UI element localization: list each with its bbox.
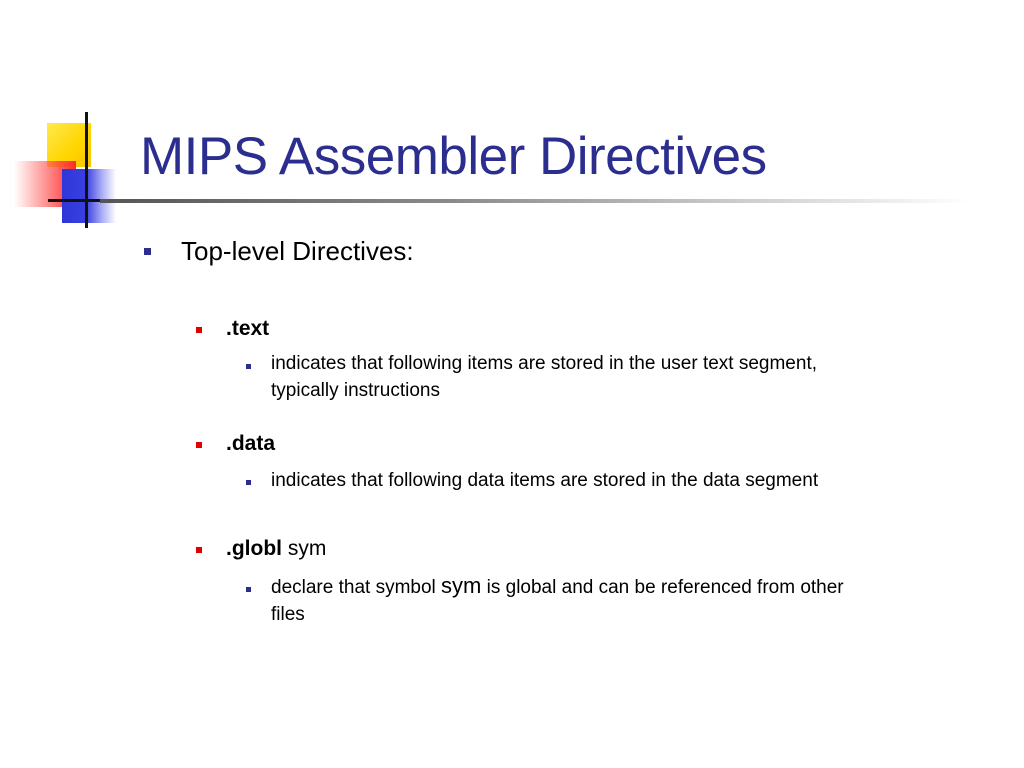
blue-small-square-bullet-icon	[246, 480, 251, 485]
top-level-bullet: Top-level Directives:	[181, 236, 414, 266]
directive-keyword: .data	[226, 432, 276, 455]
description-line: typically instructions	[271, 380, 440, 401]
blue-square-bullet-icon	[144, 248, 151, 255]
blue-small-square-bullet-icon	[246, 587, 251, 592]
directive-keyword: .text	[226, 317, 270, 340]
description-line: indicates that following data items are stored in the data segment	[271, 470, 819, 491]
directive-keyword: .globl	[226, 537, 282, 560]
description-line: files	[271, 604, 305, 625]
directive-description	[271, 350, 971, 404]
directive-suffix: sym	[282, 537, 327, 560]
description-part: declare that symbol	[271, 577, 442, 598]
description-symbol: sym	[441, 573, 482, 598]
directive-item-data	[226, 431, 275, 457]
slide-title: MIPS Assembler Directives	[140, 127, 767, 186]
blue-small-square-bullet-icon	[246, 364, 251, 369]
directive-description	[271, 572, 971, 628]
directive-item-globl	[226, 536, 326, 562]
description-line: indicates that following items are stored in the user text segment,	[271, 353, 817, 374]
red-square-bullet-icon	[196, 327, 202, 333]
red-square-bullet-icon	[196, 547, 202, 553]
directive-description	[271, 467, 971, 494]
red-square-bullet-icon	[196, 442, 202, 448]
directive-item-text	[226, 316, 269, 342]
description-part: is global and can be referenced from other	[481, 577, 844, 598]
